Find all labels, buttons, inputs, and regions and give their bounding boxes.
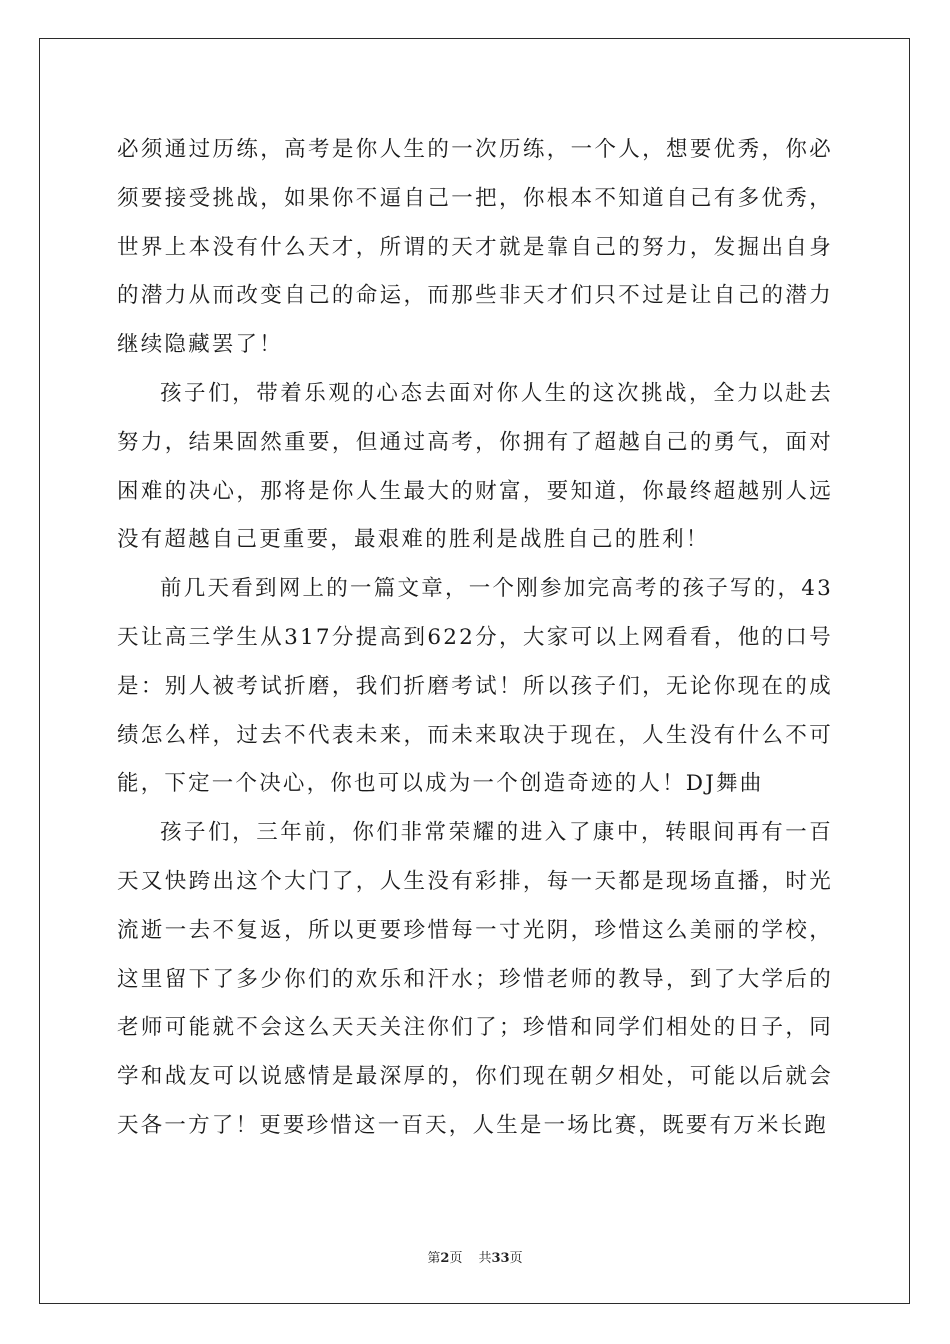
total-pages-number: 33 [491, 1251, 510, 1266]
paragraph: 孩子们，三年前，你们非常荣耀的进入了康中，转眼间再有一百天又快跨出这个大门了，人生没有彩排，每一天都是现场直播，时光流逝一去不复返，所以更要珍惜每一寸光阴，珍惜这么美丽的学校，这里留下了多少你们的欢乐和汗水；珍惜老师的教导，到了大学后的老师可能就不会这么天天关注你们了；珍惜和同学们相处的日子，同学和战友可以说感情是最深厚的，你们现在朝夕相处，可能以后就会天各一方了！更要珍惜这一百天，人生是一场比赛，既要有万米长跑 [117, 820, 833, 1138]
document-body [117, 126, 833, 1151]
paragraph: 孩子们，带着乐观的心态去面对你人生的这次挑战，全力以赴去努力，结果固然重要，但通过高考，你拥有了超越自己的勇气，面对困难的决心，那将是你人生最大的财富，要知道，你最终超越别人远没有超越自己更重要，最艰难的胜利是战胜自己的胜利！ [117, 380, 833, 553]
page-footer [0, 1247, 950, 1266]
page-suffix: 页 [449, 1251, 463, 1266]
paragraph: 前几天看到网上的一篇文章，一个刚参加完高考的孩子写的，43天让高三学生从317分提高到622分，大家可以上网看看，他的口号是：别人被考试折磨，我们折磨考试！所以孩子们，无论你现在的成绩怎么样，过去不代表未来，而未来取决于现在，人生没有什么不可能，下定一个决心，你也可以成为一个创造奇迹的人！DJ舞曲 [117, 576, 833, 797]
page-prefix: 第 [427, 1251, 441, 1266]
paragraph: 必须通过历练，高考是你人生的一次历练，一个人，想要优秀，你必须要接受挑战，如果你不逼自己一把，你根本不知道自己有多优秀，世界上本没有什么天才，所谓的天才就是靠自己的努力，发掘出自身的潜力从而改变自己的命运，而那些非天才们只不过是让自己的潜力继续隐藏罢了！ [117, 137, 833, 358]
total-suffix: 页 [509, 1251, 523, 1266]
total-prefix: 共 [478, 1251, 492, 1266]
current-page-number: 2 [440, 1251, 450, 1266]
